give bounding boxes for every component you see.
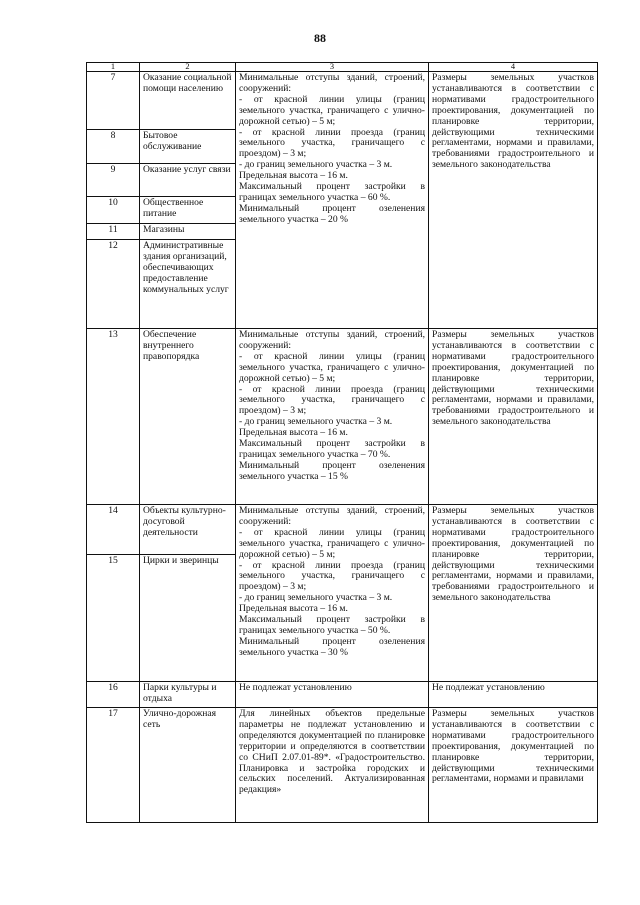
table-row (87, 72, 598, 130)
use-type-name: Улично-дорожная сеть (140, 708, 236, 823)
use-type-name: Бытовое обслуживание (140, 130, 236, 164)
column-number: 3 (236, 63, 429, 72)
use-type-name: Обеспечение внутреннего правопорядка (140, 329, 236, 505)
param-line: - до границ земельного участка – 3 м. (239, 592, 393, 604)
param-line: - от красной линии проезда (границ земельного участка, граничащего с проездом) – 3 м; (239, 559, 425, 593)
param-line: Минимальный процент озеленения земельного участка – 20 % (239, 202, 425, 225)
column-numbers-row (87, 63, 598, 72)
row-number: 10 (87, 197, 140, 224)
row-number: 9 (87, 164, 140, 197)
param-line: - от красной линии улицы (границ земельного участка, граничащего с улично-дорожной сетью) – 5 м; (239, 526, 425, 560)
use-type-name: Административные здания организаций, обеспечивающих предоставление коммунальных услуг (140, 240, 236, 329)
param-line: - от красной линии проезда (границ земельного участка, граничащего с проездом) – 3 м; (239, 383, 425, 417)
page-number: 88 (314, 31, 326, 45)
param-line: Предельная высота – 16 м. (239, 603, 348, 615)
row-number: 12 (87, 240, 140, 329)
row-number: 16 (87, 682, 140, 708)
zoning-table (86, 62, 598, 823)
param-line: Максимальный процент застройки в границах земельного участка – 60 %. (239, 181, 425, 203)
column-number: 2 (140, 63, 236, 72)
param-line: Минимальные отступы зданий, строений, сооружений: (239, 329, 425, 351)
row-number: 8 (87, 130, 140, 164)
parameters-cell (236, 329, 429, 505)
use-type-name: Общественное питание (140, 197, 236, 224)
row-number: 17 (87, 708, 140, 823)
parameters-cell: Для линейных объектов предельные параметры не подлежат установлению и определяются документацией по планировке территории и определяются в соответствии со СНиП 2.07.01-89*. «Градостроительство. Планировка и застройка городских и сельских поселений. Актуализированная редакция» (236, 708, 429, 823)
parameters-cell (236, 505, 429, 682)
param-line: Минимальный процент озеленения земельного участка – 15 % (239, 459, 425, 482)
use-type-name: Парки культуры и отдыха (140, 682, 236, 708)
table-row (87, 682, 598, 708)
param-line: Максимальный процент застройки в границах земельного участка – 50 %. (239, 614, 425, 636)
param-line: Максимальный процент застройки в границах земельного участка – 70 %. (239, 438, 425, 460)
use-type-name: Цирки и зверинцы (140, 555, 236, 682)
param-line: - от красной линии проезда (границ земельного участка, граничащего с проездом) – 3 м; (239, 126, 425, 160)
param-line: - от красной линии улицы (границ земельного участка, граничащего с улично-дорожной сетью) – 5 м; (239, 93, 425, 127)
land-size-cell: Не подлежат установлению (429, 682, 598, 708)
column-number: 1 (87, 63, 140, 72)
land-size-cell: Размеры земельных участков устанавливаются в соответствии с нормативами градостроительного проектирования, документацией по планировке территории, действующими техническими регламентами, нормами и правилами, требованиями градостроительного и земельного законодательства (429, 505, 598, 682)
land-size-cell: Размеры земельных участков устанавливаются в соответствии с нормативами градостроительного проектирования, документацией по планировке территории, действующими техническими регламентами, нормами и правилами, требованиями градостроительного и земельного законодательства (429, 72, 598, 329)
parameters-cell: Не подлежат установлению (236, 682, 429, 708)
row-number: 11 (87, 224, 140, 240)
table-row (87, 708, 598, 823)
column-number: 4 (429, 63, 598, 72)
land-size-cell: Размеры земельных участков устанавливаются в соответствии с нормативами градостроительного проектирования, документацией по планировке территории, действующими техническими регламентами, нормами и правилами (429, 708, 598, 823)
param-line: - до границ земельного участка – 3 м. (239, 416, 393, 428)
param-line: Предельная высота – 16 м. (239, 427, 348, 439)
table-row (87, 329, 598, 505)
use-type-name: Магазины (140, 224, 236, 240)
row-number: 7 (87, 72, 140, 130)
param-line: Предельная высота – 16 м. (239, 170, 348, 182)
table-row (87, 505, 598, 555)
param-line: Минимальный процент озеленения земельного участка – 30 % (239, 635, 425, 658)
param-line: Минимальные отступы зданий, строений, сооружений: (239, 505, 425, 527)
param-line: Минимальные отступы зданий, строений, сооружений: (239, 72, 425, 94)
row-number: 14 (87, 505, 140, 555)
param-line: - до границ земельного участка – 3 м. (239, 159, 393, 171)
use-type-name: Оказание социальной помощи населению (140, 72, 236, 130)
parameters-cell (236, 72, 429, 329)
param-line: - от красной линии улицы (границ земельного участка, граничащего с улично-дорожной сетью) – 5 м; (239, 350, 425, 384)
use-type-name: Оказание услуг связи (140, 164, 236, 197)
use-type-name: Объекты культурно-досуговой деятельности (140, 505, 236, 555)
row-number: 15 (87, 555, 140, 682)
land-size-cell: Размеры земельных участков устанавливаются в соответствии с нормативами градостроительного проектирования, документацией по планировке территории, действующими техническими регламентами, нормами и правилами, требованиями градостроительного и земельного законодательства (429, 329, 598, 505)
row-number: 13 (87, 329, 140, 505)
